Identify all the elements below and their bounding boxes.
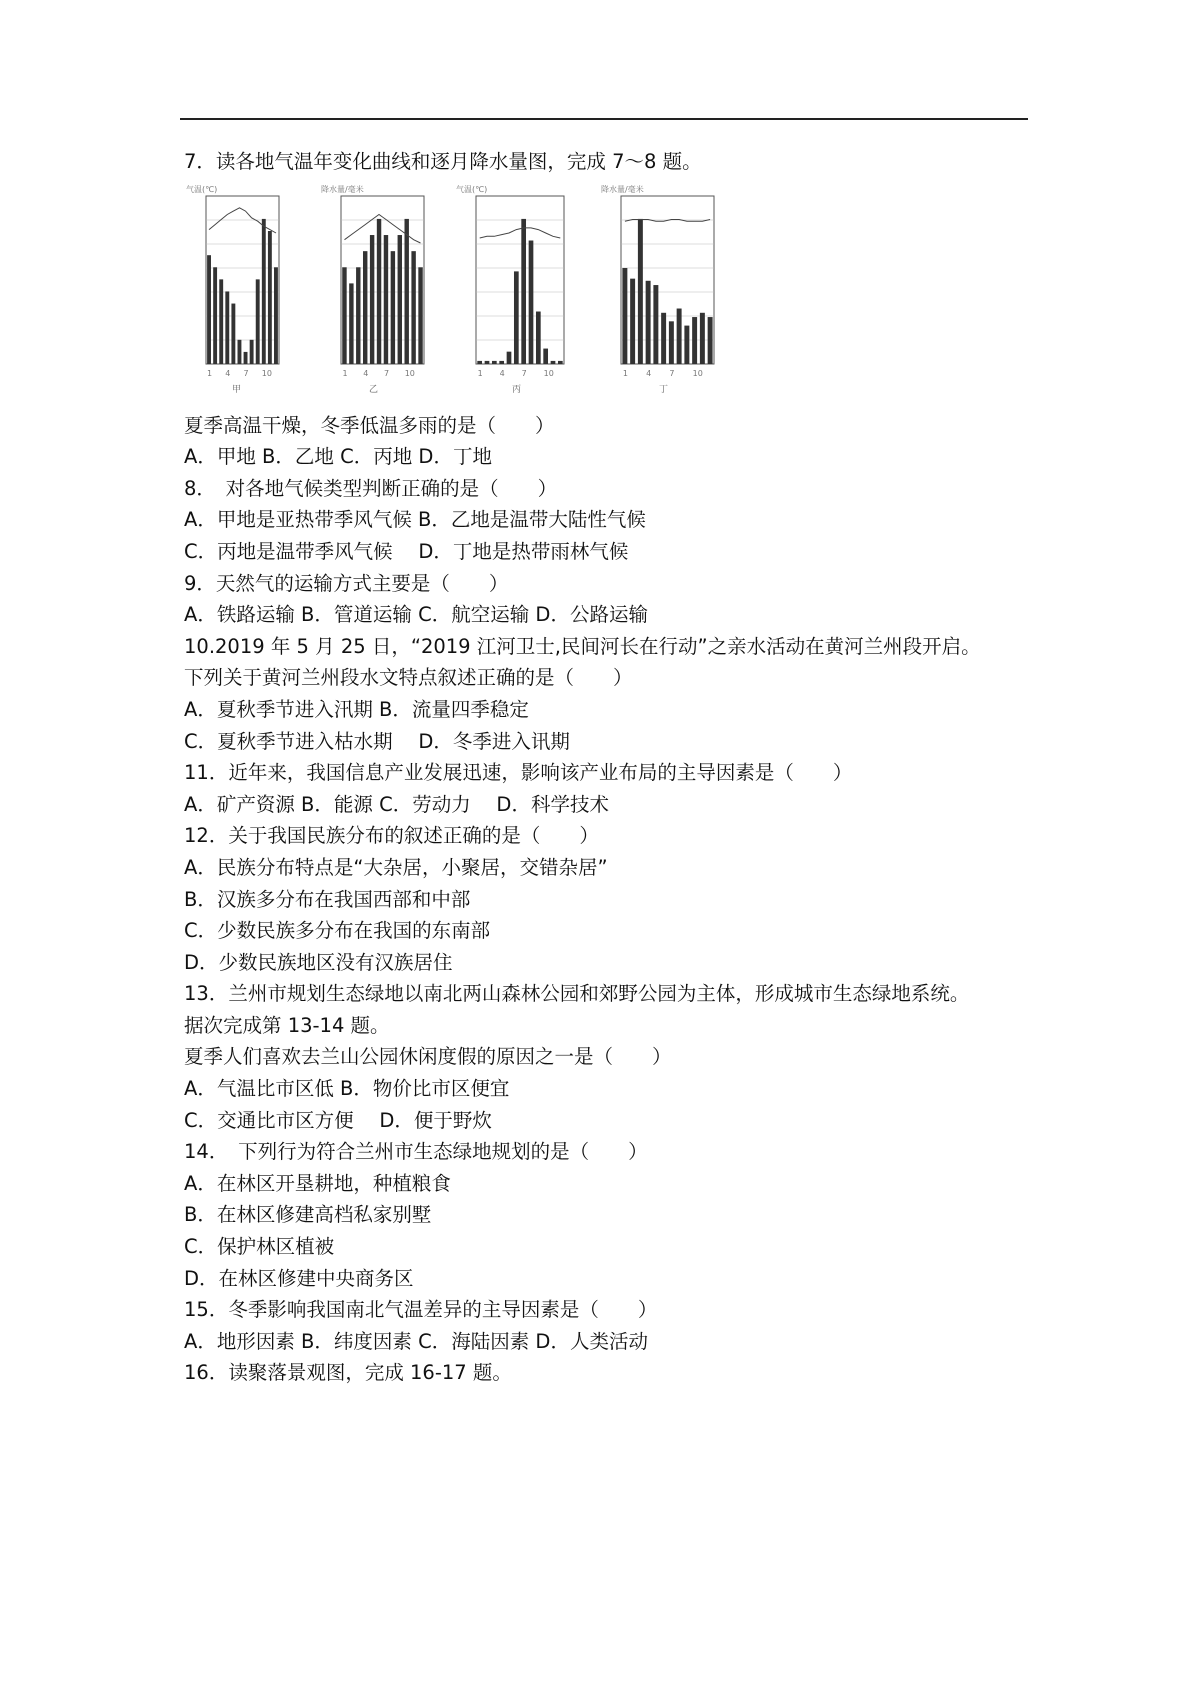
question-line: A．夏秋季节进入汛期 B．流量四季稳定 — [184, 697, 529, 721]
precip-bar — [661, 312, 666, 363]
month-tick-label: 4 — [363, 368, 369, 378]
question-content — [184, 146, 1034, 1389]
question-line: C．夏秋季节进入枯水期 D．冬季进入讯期 — [184, 729, 570, 753]
question-line: A．甲地 B．乙地 C．丙地 D．丁地 — [184, 445, 492, 469]
precip-bar — [638, 219, 643, 364]
question-line: A．地形因素 B．纬度因素 C．海陆因素 D．人类活动 — [184, 1329, 648, 1353]
question-line: D．少数民族地区没有汉族居住 — [184, 950, 453, 974]
precip-bar — [411, 251, 415, 364]
month-tick-label: 1 — [207, 368, 213, 378]
month-tick-label: 1 — [622, 368, 628, 378]
month-tick-label: 7 — [669, 368, 675, 378]
question-line: 夏季人们喜欢去兰山公园休闲度假的原因之一是（ ） — [184, 1045, 672, 1069]
chart-caption-yi: 乙 — [369, 384, 379, 395]
month-tick-label: 1 — [342, 368, 348, 378]
precip-bar — [274, 267, 278, 364]
precip-bar — [391, 251, 395, 364]
question-7-intro: 7．读各地气温年变化曲线和逐月降水量图，完成 7～8 题。 — [184, 150, 702, 173]
question-line: B．汉族多分布在我国西部和中部 — [184, 887, 471, 911]
question-line: C．少数民族多分布在我国的东南部 — [184, 919, 491, 943]
question-line: 11．近年来，我国信息产业发展迅速，影响该产业布局的主导因素是（ ） — [184, 761, 853, 785]
climate-chart-yi — [319, 182, 434, 395]
question-lines — [184, 410, 1034, 1389]
chart-frame — [476, 196, 564, 364]
precip-bar — [558, 361, 563, 364]
precip-bar — [507, 351, 512, 363]
precip-bar — [268, 231, 272, 364]
question-line: A．气温比市区低 B．物价比市区便宜 — [184, 1077, 510, 1101]
precip-bar — [418, 267, 422, 364]
question-line: 8． 对各地气候类型判断正确的是（ ） — [184, 476, 558, 500]
precip-bar — [646, 280, 651, 363]
question-line: A．铁路运输 B．管道运输 C．航空运输 D．公路运输 — [184, 603, 648, 627]
month-tick-label: 4 — [225, 368, 231, 378]
question-line: D．在林区修建中央商务区 — [184, 1266, 414, 1290]
climate-chart-jia-svg — [184, 182, 289, 382]
chart-ylabel: 气温(℃) — [186, 184, 218, 194]
climate-chart-bing — [454, 182, 574, 395]
precip-bar — [677, 308, 682, 363]
question-line: 9．天然气的运输方式主要是（ ） — [184, 571, 509, 595]
question-line: B．在林区修建高档私家别墅 — [184, 1203, 432, 1227]
precip-bar — [708, 317, 713, 364]
precip-bar — [370, 235, 374, 364]
month-tick-label: 10 — [261, 368, 272, 378]
precip-bar — [256, 279, 260, 364]
month-tick-label: 4 — [499, 368, 505, 378]
precip-bar — [404, 219, 408, 364]
chart-ylabel: 降水量/毫米 — [601, 184, 644, 194]
precip-bar — [207, 255, 211, 364]
question-line: A．在林区开垦耕地，种植粮食 — [184, 1171, 451, 1195]
month-tick-label: 7 — [243, 368, 249, 378]
precip-bar — [238, 339, 242, 363]
question-line: C．保护林区植被 — [184, 1235, 335, 1259]
month-tick-label: 10 — [692, 368, 703, 378]
temperature-curve — [480, 227, 561, 237]
question-line: C．丙地是温带季风气候 D．丁地是热带雨林气候 — [184, 539, 629, 563]
question-line: 13．兰州市规划生态绿地以南北两山森林公园和郊野公园为主体，形成城市生态绿地系统。 — [184, 982, 970, 1006]
precip-bar — [231, 303, 235, 363]
precip-bar — [630, 278, 635, 363]
precip-bar — [250, 339, 254, 363]
climate-chart-yi-svg — [319, 182, 434, 382]
precip-bar — [225, 291, 229, 364]
precip-bar — [213, 267, 217, 364]
question-line: 16．读聚落景观图，完成 16-17 题。 — [184, 1361, 512, 1385]
climate-chart-jia — [184, 182, 289, 395]
question-line: A．民族分布特点是“大杂居，小聚居，交错杂居” — [184, 855, 608, 879]
precip-bar — [485, 361, 490, 364]
chart-caption-ding: 丁 — [659, 384, 669, 395]
question-line: 12．关于我国民族分布的叙述正确的是（ ） — [184, 824, 599, 848]
precip-bar — [492, 361, 497, 364]
question-line: A．矿产资源 B．能源 C．劳动力 D．科学技术 — [184, 792, 609, 816]
precip-bar — [349, 283, 353, 364]
month-tick-label: 7 — [521, 368, 527, 378]
precip-bar — [477, 361, 482, 364]
temperature-curve — [345, 214, 421, 243]
climate-chart-ding-svg — [599, 182, 724, 382]
month-tick-label: 1 — [477, 368, 483, 378]
precip-bar — [622, 268, 627, 364]
question-line: 15．冬季影响我国南北气温差异的主导因素是（ ） — [184, 1298, 658, 1322]
month-tick-label: 4 — [646, 368, 652, 378]
question-line: 据次完成第 13-14 题。 — [184, 1013, 390, 1037]
precip-bar — [529, 240, 534, 363]
climate-chart-bing-svg — [454, 182, 574, 382]
precip-bar — [692, 317, 697, 364]
question-line: 14． 下列行为符合兰州市生态绿地规划的是（ ） — [184, 1140, 648, 1164]
precip-bar — [514, 271, 519, 364]
chart-caption-bing: 丙 — [512, 384, 522, 395]
precip-bar — [363, 251, 367, 364]
month-tick-label: 10 — [543, 368, 554, 378]
precip-bar — [684, 325, 689, 363]
precip-bar — [356, 267, 360, 364]
temperature-curve — [209, 207, 276, 232]
precip-bar — [342, 267, 346, 364]
question-line: 10.2019 年 5 月 25 日，“2019 江河卫士,民间河长在行动”之亲水活动在黄河兰州段开启。 — [184, 634, 981, 658]
precip-bar — [653, 285, 658, 364]
climate-charts — [184, 182, 1034, 400]
chart-ylabel: 气温(℃) — [456, 184, 488, 194]
precip-bar — [521, 219, 526, 364]
question-line: A．甲地是亚热带季风气候 B．乙地是温带大陆性气候 — [184, 508, 646, 532]
precip-bar — [543, 348, 548, 363]
precip-bar — [499, 361, 504, 364]
chart-caption-jia: 甲 — [232, 384, 242, 395]
precip-bar — [551, 361, 556, 364]
precip-bar — [219, 279, 223, 364]
month-tick-label: 10 — [404, 368, 415, 378]
precip-bar — [700, 312, 705, 363]
precip-bar — [262, 219, 266, 364]
precip-bar — [536, 311, 541, 363]
precip-bar — [384, 235, 388, 364]
precip-bar — [244, 352, 248, 364]
question-line: 下列关于黄河兰州段水文特点叙述正确的是（ ） — [184, 666, 633, 690]
header-rule — [180, 118, 1028, 120]
precip-bar — [398, 235, 402, 364]
precip-bar — [669, 321, 674, 364]
climate-chart-ding — [599, 182, 724, 395]
question-line: C．交通比市区方便 D．便于野炊 — [184, 1108, 492, 1132]
precip-bar — [377, 219, 381, 364]
chart-ylabel: 降水量/毫米 — [321, 184, 364, 194]
question-line: 夏季高温干燥，冬季低温多雨的是（ ） — [184, 413, 555, 437]
month-tick-label: 7 — [383, 368, 390, 378]
